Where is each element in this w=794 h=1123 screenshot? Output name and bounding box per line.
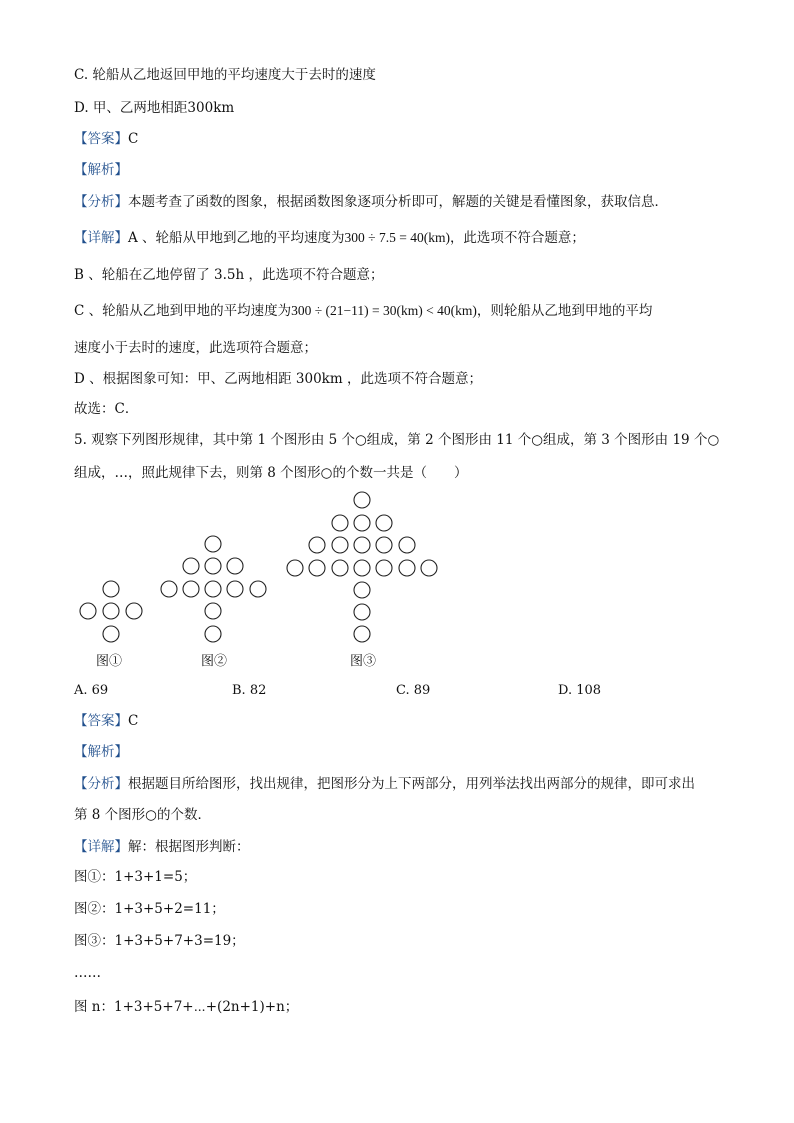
circle bbox=[205, 626, 221, 642]
circle bbox=[309, 537, 325, 553]
figure-2 bbox=[161, 536, 266, 642]
circle bbox=[354, 515, 370, 531]
detail-a-tail: ，此选项不符合题意； bbox=[449, 230, 585, 246]
circle bbox=[227, 558, 243, 574]
circle bbox=[421, 560, 437, 576]
circle bbox=[227, 581, 243, 597]
circle bbox=[354, 626, 370, 642]
q5-analysis-heading bbox=[74, 743, 128, 761]
q4-detail-b: B 、轮船在乙地停留了 3.5h ，此选项不符合题意； bbox=[74, 267, 384, 283]
fenxi-text: 本题考查了函数的图象，根据函数图象逐项分析即可，解题的关键是看懂图象，获取信息． bbox=[128, 194, 668, 210]
option-d: D. 108 bbox=[558, 683, 602, 698]
option-d-text: D. 甲、乙两地相距300km bbox=[74, 100, 235, 116]
q5-ellipsis: …… bbox=[74, 965, 101, 981]
answer-value: C bbox=[128, 131, 139, 147]
figure-2-label: 图② bbox=[201, 654, 228, 669]
q5-stem-line1: 5. 观察下列图形规律，其中第 1 个图形由 5 个○组成，第 2 个图形由 11 个○组成，第 3 个图形由 19 个○ bbox=[74, 432, 720, 448]
circle bbox=[354, 582, 370, 598]
fenxi-tag: 【分析】 bbox=[74, 194, 128, 210]
circle bbox=[205, 536, 221, 552]
circle bbox=[205, 581, 221, 597]
circle bbox=[354, 604, 370, 620]
option-c-text: C. 轮船从乙地返回甲地的平均速度大于去时的速度 bbox=[74, 67, 376, 83]
detail-a-text: A 、轮船从甲地到乙地的平均速度为 bbox=[128, 230, 345, 246]
option-c: C. 89 bbox=[396, 683, 431, 698]
circle bbox=[80, 603, 96, 619]
fenxi-line1: 根据题目所给图形，找出规律，把图形分为上下两部分，用列举法找出两部分的规律，即可求出 bbox=[128, 776, 695, 792]
circle bbox=[161, 581, 177, 597]
circle bbox=[103, 603, 119, 619]
answer-tag: 【答案】 bbox=[74, 713, 128, 729]
circle bbox=[205, 558, 221, 574]
detail-tag: 【详解】 bbox=[74, 230, 128, 246]
circle bbox=[287, 560, 303, 576]
circle bbox=[376, 515, 392, 531]
circle bbox=[332, 515, 348, 531]
q5-row-n: 图 n：1+3+5+7+⋯+(2n+1)+n； bbox=[74, 999, 299, 1015]
circle bbox=[103, 581, 119, 597]
option-a: A. 69 bbox=[74, 683, 109, 698]
circle bbox=[354, 492, 370, 508]
detail-tag: 【详解】 bbox=[74, 839, 128, 855]
q5-detail bbox=[74, 838, 250, 856]
detail-a-formula: 300 ÷ 7.5 = 40(km) bbox=[344, 230, 450, 245]
figure-3 bbox=[287, 492, 437, 642]
answer-value: C bbox=[128, 713, 139, 729]
circle bbox=[376, 560, 392, 576]
circle bbox=[354, 560, 370, 576]
figure-3-label: 图③ bbox=[350, 654, 377, 669]
q4-conclusion: 故选：C． bbox=[74, 401, 139, 417]
circle bbox=[332, 537, 348, 553]
circle bbox=[376, 537, 392, 553]
analysis-tag: 【解析】 bbox=[74, 744, 128, 760]
detail-c-text: C 、轮船从乙地到甲地的平均速度为 bbox=[74, 303, 292, 319]
detail-text: 解：根据图形判断： bbox=[128, 839, 250, 855]
figure-1 bbox=[80, 581, 142, 642]
circle bbox=[332, 560, 348, 576]
circle bbox=[399, 537, 415, 553]
circle bbox=[183, 581, 199, 597]
q5-row3: 图③：1+3+5+7+3=19； bbox=[74, 933, 245, 949]
detail-c-formula: 300 ÷ (21−11) = 30(km) < 40(km) bbox=[291, 303, 477, 318]
circle bbox=[399, 560, 415, 576]
circle bbox=[183, 558, 199, 574]
detail-c-tail: ，则轮船从乙地到甲地的平均 bbox=[476, 303, 653, 319]
circle bbox=[103, 626, 119, 642]
q5-fenxi-line2: 第 8 个图形○的个数． bbox=[74, 807, 211, 823]
q5-fenxi bbox=[74, 775, 695, 793]
circle bbox=[354, 537, 370, 553]
q5-stem-line2: 组成，…，照此规律下去，则第 8 个图形○的个数一共是（ ） bbox=[74, 465, 468, 481]
figure-1-label: 图① bbox=[96, 654, 123, 669]
analysis-tag: 【解析】 bbox=[74, 162, 128, 178]
circle bbox=[250, 581, 266, 597]
q5-row2: 图②：1+3+5+2=11； bbox=[74, 901, 225, 917]
q5-row1: 图①：1+3+1=5； bbox=[74, 869, 197, 885]
q4-detail-c-cont: 速度小于去时的速度，此选项符合题意； bbox=[74, 340, 317, 356]
option-b: B. 82 bbox=[232, 683, 267, 698]
q5-answer bbox=[74, 712, 138, 730]
circle bbox=[309, 560, 325, 576]
q4-detail-d: D 、根据图象可知：甲、乙两地相距 300km ，此选项不符合题意； bbox=[74, 371, 482, 387]
fenxi-tag: 【分析】 bbox=[74, 776, 128, 792]
circle bbox=[205, 603, 221, 619]
circle bbox=[126, 603, 142, 619]
answer-tag: 【答案】 bbox=[74, 131, 128, 147]
